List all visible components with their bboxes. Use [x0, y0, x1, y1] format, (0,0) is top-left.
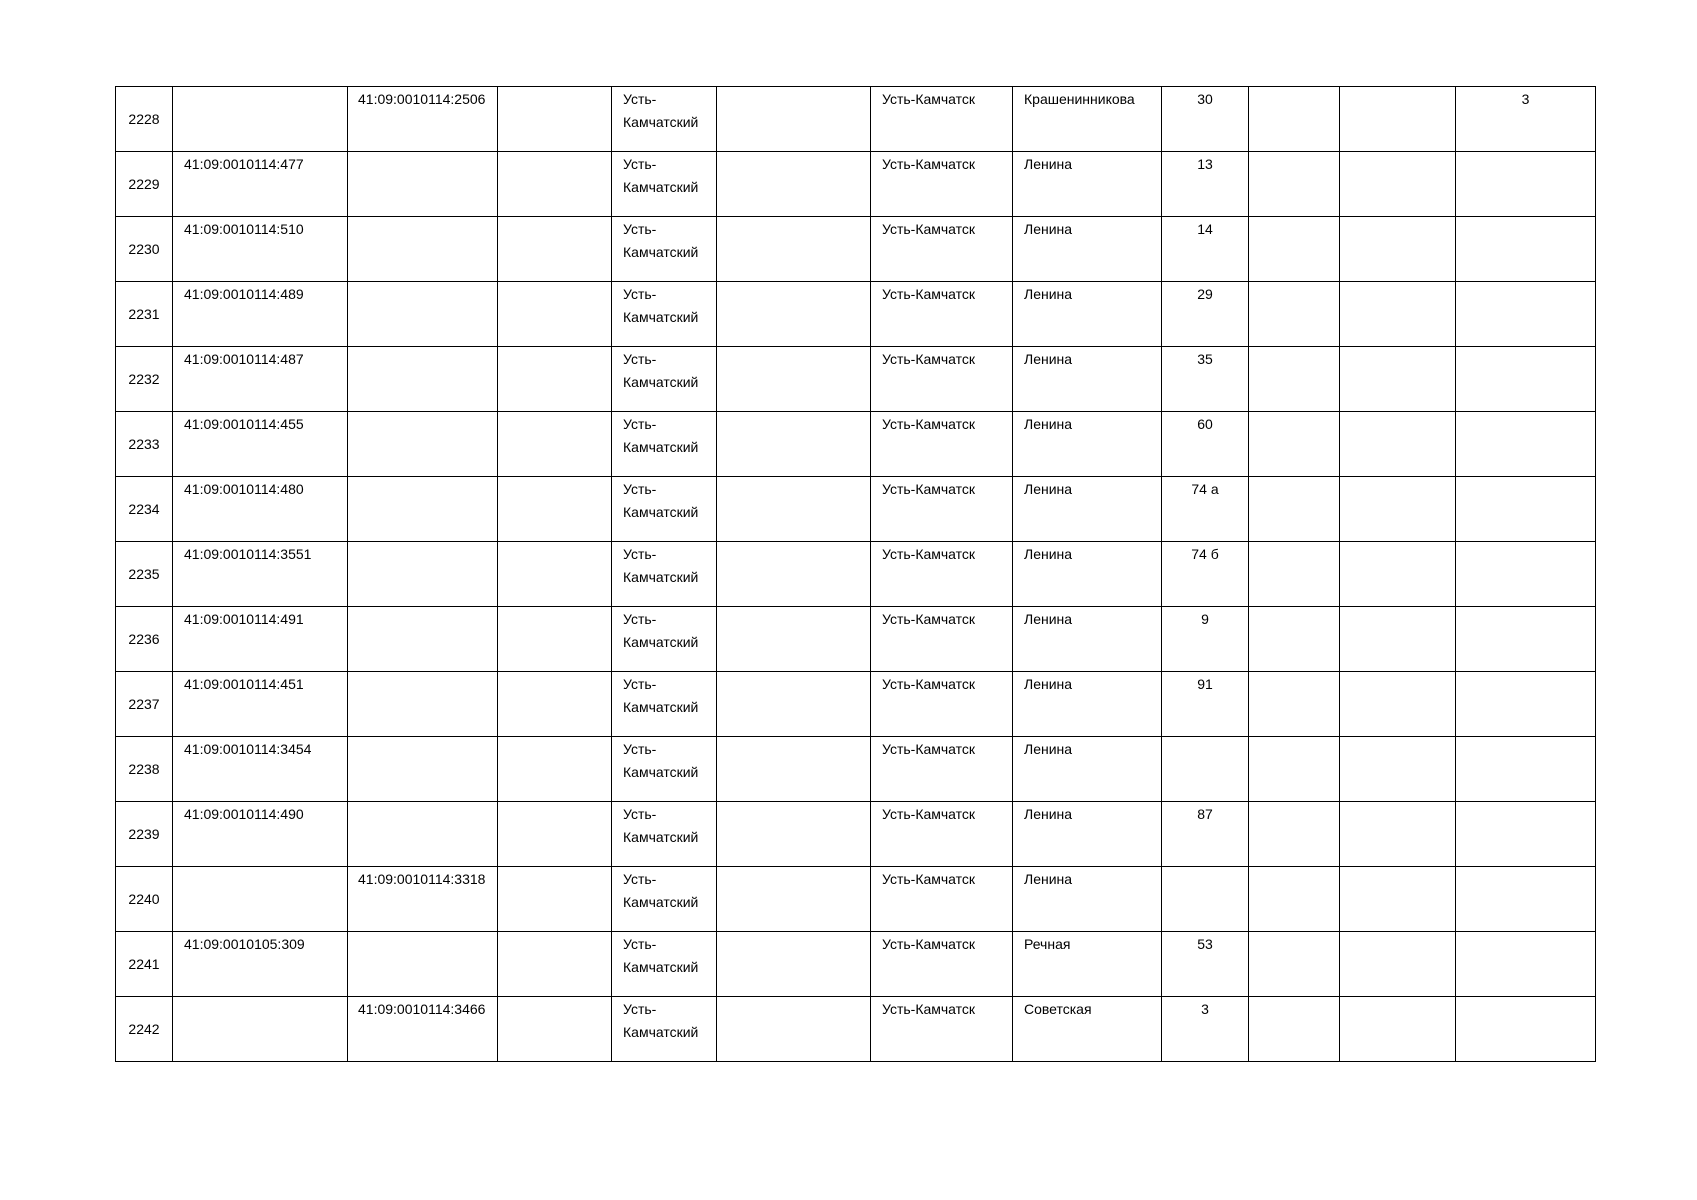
empty-cell: [498, 152, 612, 217]
extra-cell: [1456, 932, 1596, 997]
house-number-cell: 9: [1162, 607, 1249, 672]
table-row: [116, 412, 1596, 477]
cadastral-number-cell: [173, 867, 348, 932]
empty-cell: [498, 282, 612, 347]
district-cell: Усть-Камчатский: [612, 412, 717, 477]
cadastral-number-alt-cell: [348, 217, 498, 282]
cadastral-number-cell: 41:09:0010114:3551: [173, 542, 348, 607]
empty-cell: [717, 672, 871, 737]
street-cell: Ленина: [1013, 672, 1162, 737]
extra-cell: [1456, 412, 1596, 477]
cadastral-number-alt-cell: 41:09:0010114:2506: [348, 87, 498, 152]
empty-cell: [1249, 997, 1340, 1062]
cadastral-number-cell: 41:09:0010114:510: [173, 217, 348, 282]
district-cell: Усть-Камчатский: [612, 672, 717, 737]
extra-cell: [1456, 802, 1596, 867]
house-number-cell: [1162, 867, 1249, 932]
cadastral-number-cell: 41:09:0010114:489: [173, 282, 348, 347]
table-row: [116, 997, 1596, 1062]
empty-cell: [717, 867, 871, 932]
table-row: [116, 672, 1596, 737]
cadastral-number-alt-cell: [348, 737, 498, 802]
empty-cell: [717, 347, 871, 412]
extra-cell: [1456, 282, 1596, 347]
house-number-cell: 13: [1162, 152, 1249, 217]
empty-cell: [1340, 542, 1456, 607]
district-cell: Усть-Камчатский: [612, 802, 717, 867]
empty-cell: [498, 607, 612, 672]
street-cell: Ленина: [1013, 607, 1162, 672]
empty-cell: [1249, 867, 1340, 932]
extra-cell: [1456, 867, 1596, 932]
extra-cell: [1456, 997, 1596, 1062]
district-cell: Усть-Камчатский: [612, 87, 717, 152]
empty-cell: [498, 802, 612, 867]
district-cell: Усть-Камчатский: [612, 932, 717, 997]
table-body: [116, 87, 1596, 1062]
empty-cell: [717, 477, 871, 542]
table-row: [116, 477, 1596, 542]
city-cell: Усть-Камчатск: [871, 932, 1013, 997]
extra-cell: [1456, 477, 1596, 542]
cadastral-number-alt-cell: [348, 412, 498, 477]
row-number: 2233: [116, 412, 173, 477]
row-number: 2237: [116, 672, 173, 737]
city-cell: Усть-Камчатск: [871, 282, 1013, 347]
house-number-cell: 53: [1162, 932, 1249, 997]
empty-cell: [1340, 282, 1456, 347]
city-cell: Усть-Камчатск: [871, 867, 1013, 932]
house-number-cell: [1162, 737, 1249, 802]
city-cell: Усть-Камчатск: [871, 477, 1013, 542]
city-cell: Усть-Камчатск: [871, 152, 1013, 217]
row-number: 2232: [116, 347, 173, 412]
empty-cell: [498, 412, 612, 477]
city-cell: Усть-Камчатск: [871, 802, 1013, 867]
house-number-cell: 60: [1162, 412, 1249, 477]
row-number: 2242: [116, 997, 173, 1062]
city-cell: Усть-Камчатск: [871, 217, 1013, 282]
table-row: [116, 737, 1596, 802]
table-row: [116, 217, 1596, 282]
empty-cell: [717, 932, 871, 997]
extra-cell: [1456, 347, 1596, 412]
cadastral-number-cell: 41:09:0010105:309: [173, 932, 348, 997]
empty-cell: [1340, 932, 1456, 997]
street-cell: Крашенинникова: [1013, 87, 1162, 152]
city-cell: Усть-Камчатск: [871, 737, 1013, 802]
row-number: 2235: [116, 542, 173, 607]
empty-cell: [1249, 737, 1340, 802]
house-number-cell: 30: [1162, 87, 1249, 152]
street-cell: Ленина: [1013, 152, 1162, 217]
empty-cell: [1340, 87, 1456, 152]
empty-cell: [1249, 932, 1340, 997]
empty-cell: [1249, 412, 1340, 477]
cadastral-number-cell: 41:09:0010114:491: [173, 607, 348, 672]
cadastral-number-alt-cell: [348, 672, 498, 737]
cadastral-number-cell: 41:09:0010114:487: [173, 347, 348, 412]
district-cell: Усть-Камчатский: [612, 477, 717, 542]
empty-cell: [1249, 152, 1340, 217]
house-number-cell: 29: [1162, 282, 1249, 347]
street-cell: Ленина: [1013, 412, 1162, 477]
row-number: 2230: [116, 217, 173, 282]
empty-cell: [1249, 282, 1340, 347]
row-number: 2238: [116, 737, 173, 802]
street-cell: Ленина: [1013, 282, 1162, 347]
cadastral-number-alt-cell: 41:09:0010114:3466: [348, 997, 498, 1062]
row-number: 2241: [116, 932, 173, 997]
empty-cell: [498, 477, 612, 542]
district-cell: Усть-Камчатский: [612, 607, 717, 672]
cadastral-number-cell: 41:09:0010114:490: [173, 802, 348, 867]
empty-cell: [1340, 672, 1456, 737]
street-cell: Ленина: [1013, 347, 1162, 412]
house-number-cell: 3: [1162, 997, 1249, 1062]
district-cell: Усть-Камчатский: [612, 282, 717, 347]
cadastral-number-cell: [173, 997, 348, 1062]
street-cell: Советская: [1013, 997, 1162, 1062]
cadastral-number-alt-cell: [348, 347, 498, 412]
empty-cell: [1340, 477, 1456, 542]
empty-cell: [1340, 802, 1456, 867]
extra-cell: [1456, 607, 1596, 672]
empty-cell: [717, 997, 871, 1062]
empty-cell: [498, 997, 612, 1062]
cadastral-number-cell: 41:09:0010114:3454: [173, 737, 348, 802]
street-cell: Ленина: [1013, 542, 1162, 607]
street-cell: Ленина: [1013, 217, 1162, 282]
city-cell: Усть-Камчатск: [871, 607, 1013, 672]
extra-cell: 3: [1456, 87, 1596, 152]
empty-cell: [1340, 217, 1456, 282]
table-row: [116, 607, 1596, 672]
empty-cell: [498, 737, 612, 802]
empty-cell: [1249, 87, 1340, 152]
empty-cell: [1340, 867, 1456, 932]
house-number-cell: 74 б: [1162, 542, 1249, 607]
cadastral-number-alt-cell: [348, 607, 498, 672]
empty-cell: [717, 217, 871, 282]
empty-cell: [717, 607, 871, 672]
street-cell: Ленина: [1013, 802, 1162, 867]
district-cell: Усть-Камчатский: [612, 867, 717, 932]
empty-cell: [1249, 477, 1340, 542]
empty-cell: [1249, 672, 1340, 737]
district-cell: Усть-Камчатский: [612, 542, 717, 607]
empty-cell: [498, 217, 612, 282]
city-cell: Усть-Камчатск: [871, 672, 1013, 737]
cadastral-number-alt-cell: [348, 477, 498, 542]
city-cell: Усть-Камчатск: [871, 542, 1013, 607]
house-number-cell: 74 а: [1162, 477, 1249, 542]
city-cell: Усть-Камчатск: [871, 997, 1013, 1062]
empty-cell: [717, 412, 871, 477]
empty-cell: [498, 672, 612, 737]
cadastral-number-alt-cell: [348, 542, 498, 607]
district-cell: Усть-Камчатский: [612, 737, 717, 802]
cadastral-number-cell: [173, 87, 348, 152]
empty-cell: [498, 542, 612, 607]
empty-cell: [498, 347, 612, 412]
empty-cell: [717, 87, 871, 152]
house-number-cell: 91: [1162, 672, 1249, 737]
empty-cell: [717, 542, 871, 607]
empty-cell: [717, 737, 871, 802]
table-row: [116, 867, 1596, 932]
empty-cell: [1249, 542, 1340, 607]
row-number: 2239: [116, 802, 173, 867]
table-row: [116, 87, 1596, 152]
row-number: 2236: [116, 607, 173, 672]
district-cell: Усть-Камчатский: [612, 347, 717, 412]
cadastral-number-alt-cell: [348, 152, 498, 217]
table-row: [116, 932, 1596, 997]
row-number: 2234: [116, 477, 173, 542]
empty-cell: [1340, 997, 1456, 1062]
city-cell: Усть-Камчатск: [871, 87, 1013, 152]
cadastral-number-cell: 41:09:0010114:455: [173, 412, 348, 477]
table-row: [116, 802, 1596, 867]
house-number-cell: 35: [1162, 347, 1249, 412]
empty-cell: [498, 867, 612, 932]
empty-cell: [1249, 802, 1340, 867]
city-cell: Усть-Камчатск: [871, 412, 1013, 477]
table-row: [116, 152, 1596, 217]
cadastral-number-cell: 41:09:0010114:480: [173, 477, 348, 542]
cadastral-number-cell: 41:09:0010114:477: [173, 152, 348, 217]
empty-cell: [1249, 217, 1340, 282]
table-row: [116, 282, 1596, 347]
row-number: 2240: [116, 867, 173, 932]
district-cell: Усть-Камчатский: [612, 217, 717, 282]
empty-cell: [498, 932, 612, 997]
empty-cell: [1340, 412, 1456, 477]
empty-cell: [1340, 347, 1456, 412]
cadastral-number-alt-cell: 41:09:0010114:3318: [348, 867, 498, 932]
row-number: 2229: [116, 152, 173, 217]
empty-cell: [717, 282, 871, 347]
street-cell: Ленина: [1013, 867, 1162, 932]
district-cell: Усть-Камчатский: [612, 152, 717, 217]
extra-cell: [1456, 152, 1596, 217]
street-cell: Речная: [1013, 932, 1162, 997]
cadastral-number-alt-cell: [348, 282, 498, 347]
extra-cell: [1456, 542, 1596, 607]
extra-cell: [1456, 217, 1596, 282]
city-cell: Усть-Камчатск: [871, 347, 1013, 412]
empty-cell: [1249, 347, 1340, 412]
house-number-cell: 87: [1162, 802, 1249, 867]
house-number-cell: 14: [1162, 217, 1249, 282]
table-row: [116, 347, 1596, 412]
cadastral-number-alt-cell: [348, 932, 498, 997]
empty-cell: [717, 152, 871, 217]
empty-cell: [1249, 607, 1340, 672]
empty-cell: [498, 87, 612, 152]
row-number: 2231: [116, 282, 173, 347]
cadastral-number-cell: 41:09:0010114:451: [173, 672, 348, 737]
registry-table: [115, 86, 1596, 1062]
empty-cell: [1340, 607, 1456, 672]
empty-cell: [1340, 737, 1456, 802]
empty-cell: [717, 802, 871, 867]
table-row: [116, 542, 1596, 607]
extra-cell: [1456, 672, 1596, 737]
street-cell: Ленина: [1013, 477, 1162, 542]
extra-cell: [1456, 737, 1596, 802]
row-number: 2228: [116, 87, 173, 152]
empty-cell: [1340, 152, 1456, 217]
cadastral-number-alt-cell: [348, 802, 498, 867]
street-cell: Ленина: [1013, 737, 1162, 802]
district-cell: Усть-Камчатский: [612, 997, 717, 1062]
